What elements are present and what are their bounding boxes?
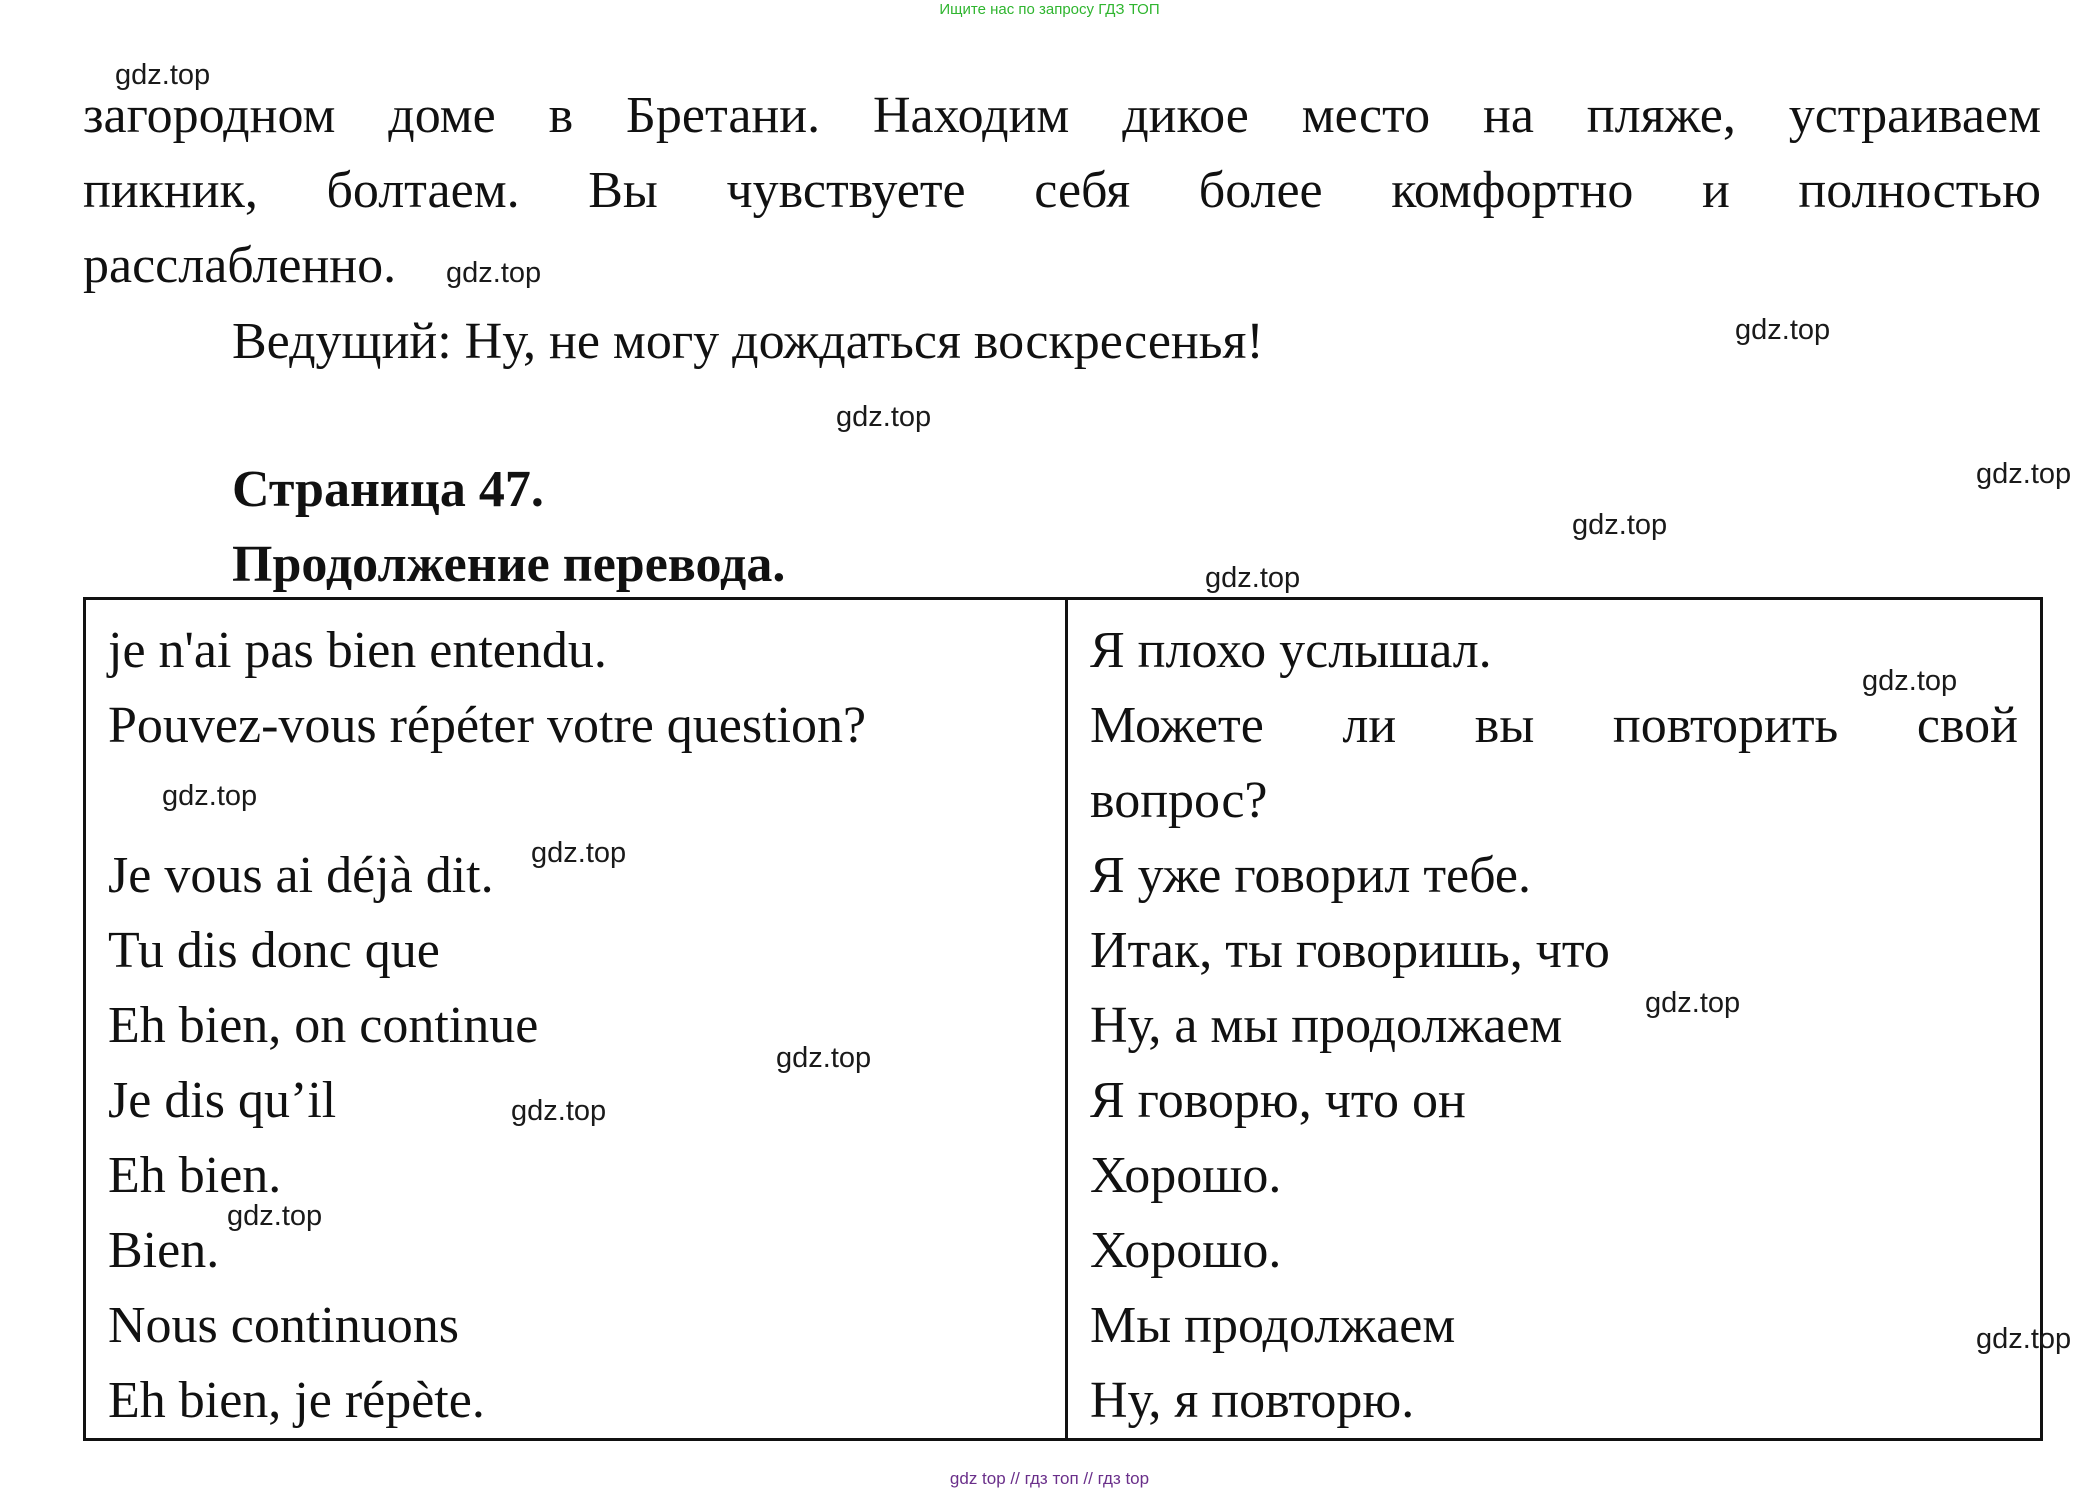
russian-line: Я уже говорил тебе. bbox=[1090, 847, 1531, 904]
russian-line: Мы продолжаем bbox=[1090, 1297, 1456, 1354]
russian-line: Итак, ты говоришь, что bbox=[1090, 922, 1610, 979]
watermark: gdz.top bbox=[1572, 509, 1668, 541]
french-line: Eh bien, je répète. bbox=[108, 1372, 485, 1429]
french-line: je n'ai pas bien entendu. bbox=[108, 622, 607, 679]
paragraph-line-3: расслабленно. bbox=[83, 237, 397, 294]
french-column bbox=[85, 599, 1067, 1440]
search-banner: Ищите нас по запросу ГДЗ ТОП bbox=[939, 1, 1160, 18]
french-line: Je vous ai déjà dit. bbox=[108, 847, 494, 904]
russian-line: Я говорю, что он bbox=[1090, 1072, 1466, 1129]
watermark: gdz.top bbox=[1862, 665, 1958, 697]
russian-column bbox=[1067, 599, 2042, 1440]
russian-line: Хорошо. bbox=[1090, 1147, 1282, 1204]
french-line: Tu dis donc que bbox=[108, 922, 440, 979]
watermark: gdz.top bbox=[446, 257, 542, 289]
footer-watermark: gdz top // гдз топ // гдз top bbox=[949, 1469, 1150, 1488]
russian-line: Хорошо. bbox=[1090, 1222, 1282, 1279]
page-heading: Страница 47. bbox=[232, 461, 544, 518]
translation-table bbox=[83, 597, 2043, 1441]
russian-line: Ну, я повторю. bbox=[1090, 1372, 1415, 1429]
french-line: Bien. bbox=[108, 1222, 220, 1279]
watermark: gdz.top bbox=[836, 401, 932, 433]
paragraph-line-2: пикник, болтаем. Вы чувствуете себя более комфортно и полностью bbox=[83, 162, 2041, 219]
french-line: Pouvez-vous répéter votre question? bbox=[108, 697, 867, 754]
russian-line: Ну, а мы продолжаем bbox=[1090, 997, 1563, 1054]
french-line: Nous continuons bbox=[108, 1297, 459, 1354]
watermark: gdz.top bbox=[1976, 1323, 2072, 1355]
watermark: gdz.top bbox=[1645, 987, 1741, 1019]
dialog-line: Ведущий: Ну, не могу дождаться воскресенья! bbox=[232, 313, 1264, 370]
table-row bbox=[85, 599, 2042, 1440]
watermark: gdz.top bbox=[227, 1200, 323, 1232]
watermark: gdz.top bbox=[1735, 314, 1831, 346]
watermark: gdz.top bbox=[1205, 562, 1301, 594]
watermark: gdz.top bbox=[531, 837, 627, 869]
russian-line: Можете ли вы повторить свой bbox=[1090, 697, 2018, 754]
russian-line: Я плохо услышал. bbox=[1090, 622, 1492, 679]
section-heading: Продолжение перевода. bbox=[232, 536, 786, 593]
watermark: gdz.top bbox=[115, 59, 211, 91]
watermark: gdz.top bbox=[776, 1042, 872, 1074]
paragraph-line-1: загородном доме в Бретани. Находим дикое место на пляже, устраиваем bbox=[83, 87, 2041, 144]
russian-line: вопрос? bbox=[1090, 772, 1268, 829]
watermark: gdz.top bbox=[1976, 458, 2072, 490]
watermark: gdz.top bbox=[162, 780, 258, 812]
french-line: Eh bien. bbox=[108, 1147, 282, 1204]
french-line: Eh bien, on continue bbox=[108, 997, 539, 1054]
french-line: Je dis qu’il bbox=[108, 1072, 337, 1129]
watermark: gdz.top bbox=[511, 1095, 607, 1127]
